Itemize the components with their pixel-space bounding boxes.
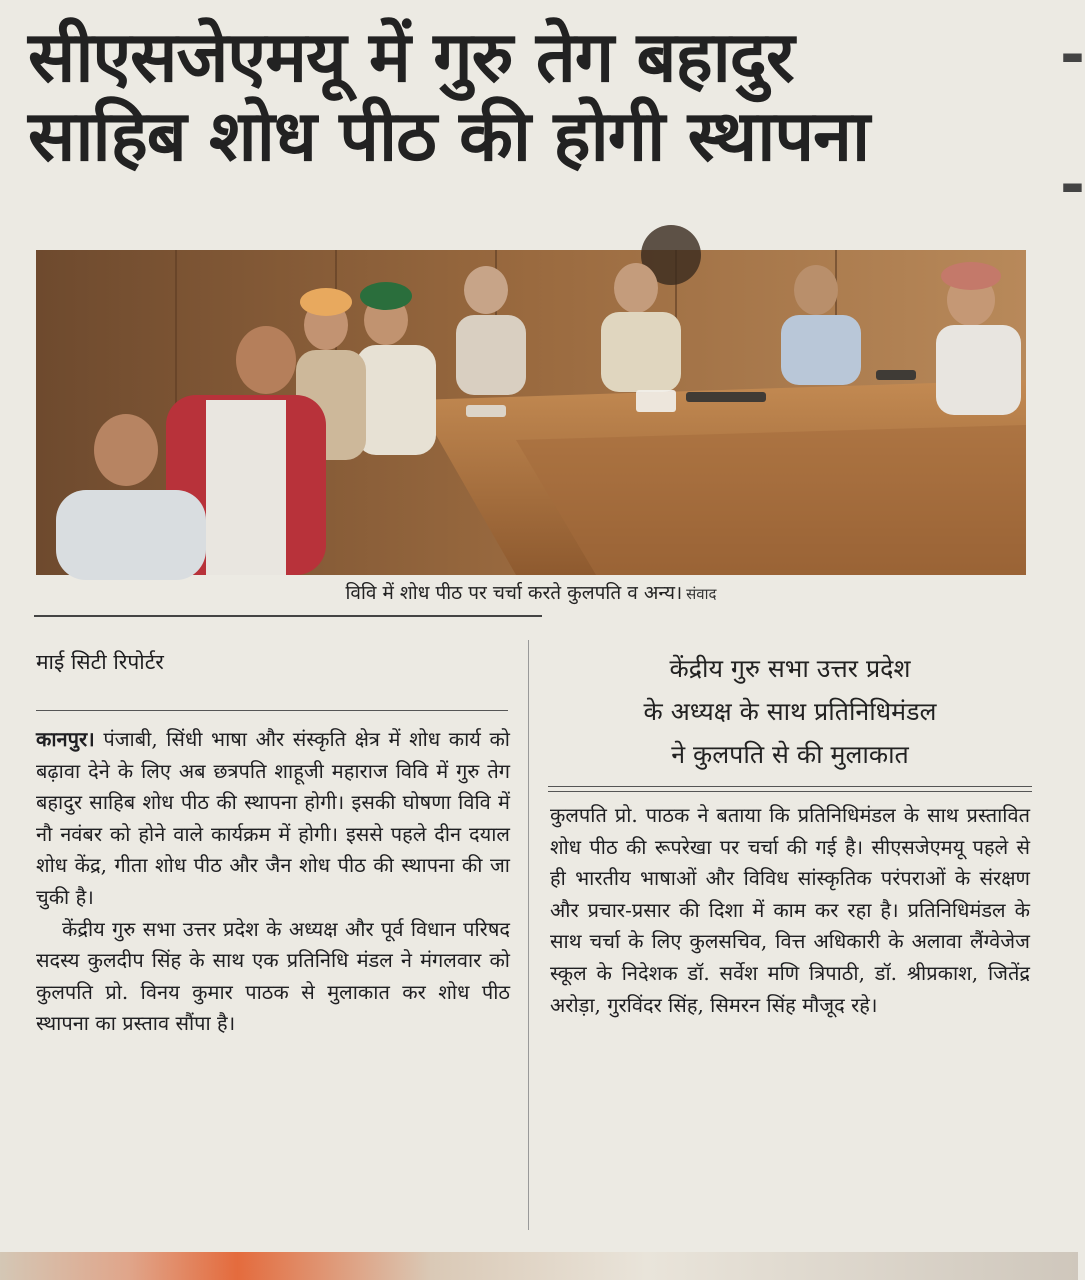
adjacent-column-edge: - - <box>1060 20 1085 220</box>
photo-credit: संवाद <box>686 585 717 603</box>
article-paragraph: केंद्रीय गुरु सभा उत्तर प्रदेश के अध्यक्ष और पूर्व विधान परिषद सदस्य कुलदीप सिंह के साथ एक प्रतिनिधि मंडल ने मंगलवार को कुलपति प्रो. विनय कुमार पाठक से मुलाकात कर शोध पीठ स्थापना का प्रस्ताव सौंपा है। <box>36 916 510 1036</box>
article-column-left <box>36 724 510 1040</box>
photo-caption <box>36 579 1026 605</box>
subheadline-line-2: के अध्यक्ष के साथ प्रतिनिधिमंडल <box>643 697 937 726</box>
headline-line-2: साहिब शोध पीठ की होगी स्थापना <box>28 95 870 178</box>
photo-caption-text: विवि में शोध पीठ पर चर्चा करते कुलपति व अन्य। <box>345 582 683 604</box>
meeting-photo-illustration <box>36 250 1026 575</box>
subheadline <box>552 647 1028 776</box>
next-article-edge <box>0 1252 1078 1280</box>
article-paragraph <box>36 724 510 914</box>
subheadline-line-3: ने कुलपति से की मुलाकात <box>671 740 909 769</box>
article-paragraph: कुलपति प्रो. पाठक ने बताया कि प्रतिनिधिमंडल के साथ प्रस्तावित शोध पीठ की रूपरेखा पर चर्चा की गई है। सीएसजेएमयू पहले से ही भारतीय भाषाओं और विविध सांस्कृतिक परंपराओं के संरक्षण और प्रचार-प्रसार की दिशा में काम कर रहा है। प्रतिनिधिमंडल के साथ चर्चा के लिए कुलसचिव, वित्त अधिकारी के अलावा लैंग्वेजेज स्कूल के निदेशक डॉ. सर्वेश मणि त्रिपाठी, डॉ. श्रीप्रकाश, जितेंद्र अरोड़ा, गुरविंदर सिंह, सिमरन सिंह मौजूद रहे। <box>550 803 1030 1017</box>
headline <box>28 18 1038 176</box>
subheadline-divider <box>548 786 1032 792</box>
headline-line-1: सीएसजेएमयू में गुरु तेग बहादुर <box>28 16 794 98</box>
dateline: कानपुर। <box>36 727 95 751</box>
paragraph-text: पंजाबी, सिंधी भाषा और संस्कृति क्षेत्र में शोध कार्य को बढ़ावा देने के लिए अब छत्रपति शाहूजी महाराज विवि में गुरु तेग बहादुर साहिब शोध पीठ की स्थापना होगी। इसकी घोषणा विवि में नौ नवंबर को होने वाले कार्यक्रम में होगी। इससे पहले दीन दयाल शोध केंद्र, गीता शोध पीठ और जैन शोध पीठ की स्थापना की जा चुकी है। <box>36 727 510 909</box>
section-divider <box>34 615 542 617</box>
article-column-right <box>550 800 1030 1021</box>
column-divider <box>528 640 529 1230</box>
byline: माई सिटी रिपोर्टर <box>36 650 164 674</box>
byline-divider <box>36 710 508 711</box>
meeting-photo <box>36 250 1026 575</box>
subheadline-line-1: केंद्रीय गुरु सभा उत्तर प्रदेश <box>669 654 911 683</box>
